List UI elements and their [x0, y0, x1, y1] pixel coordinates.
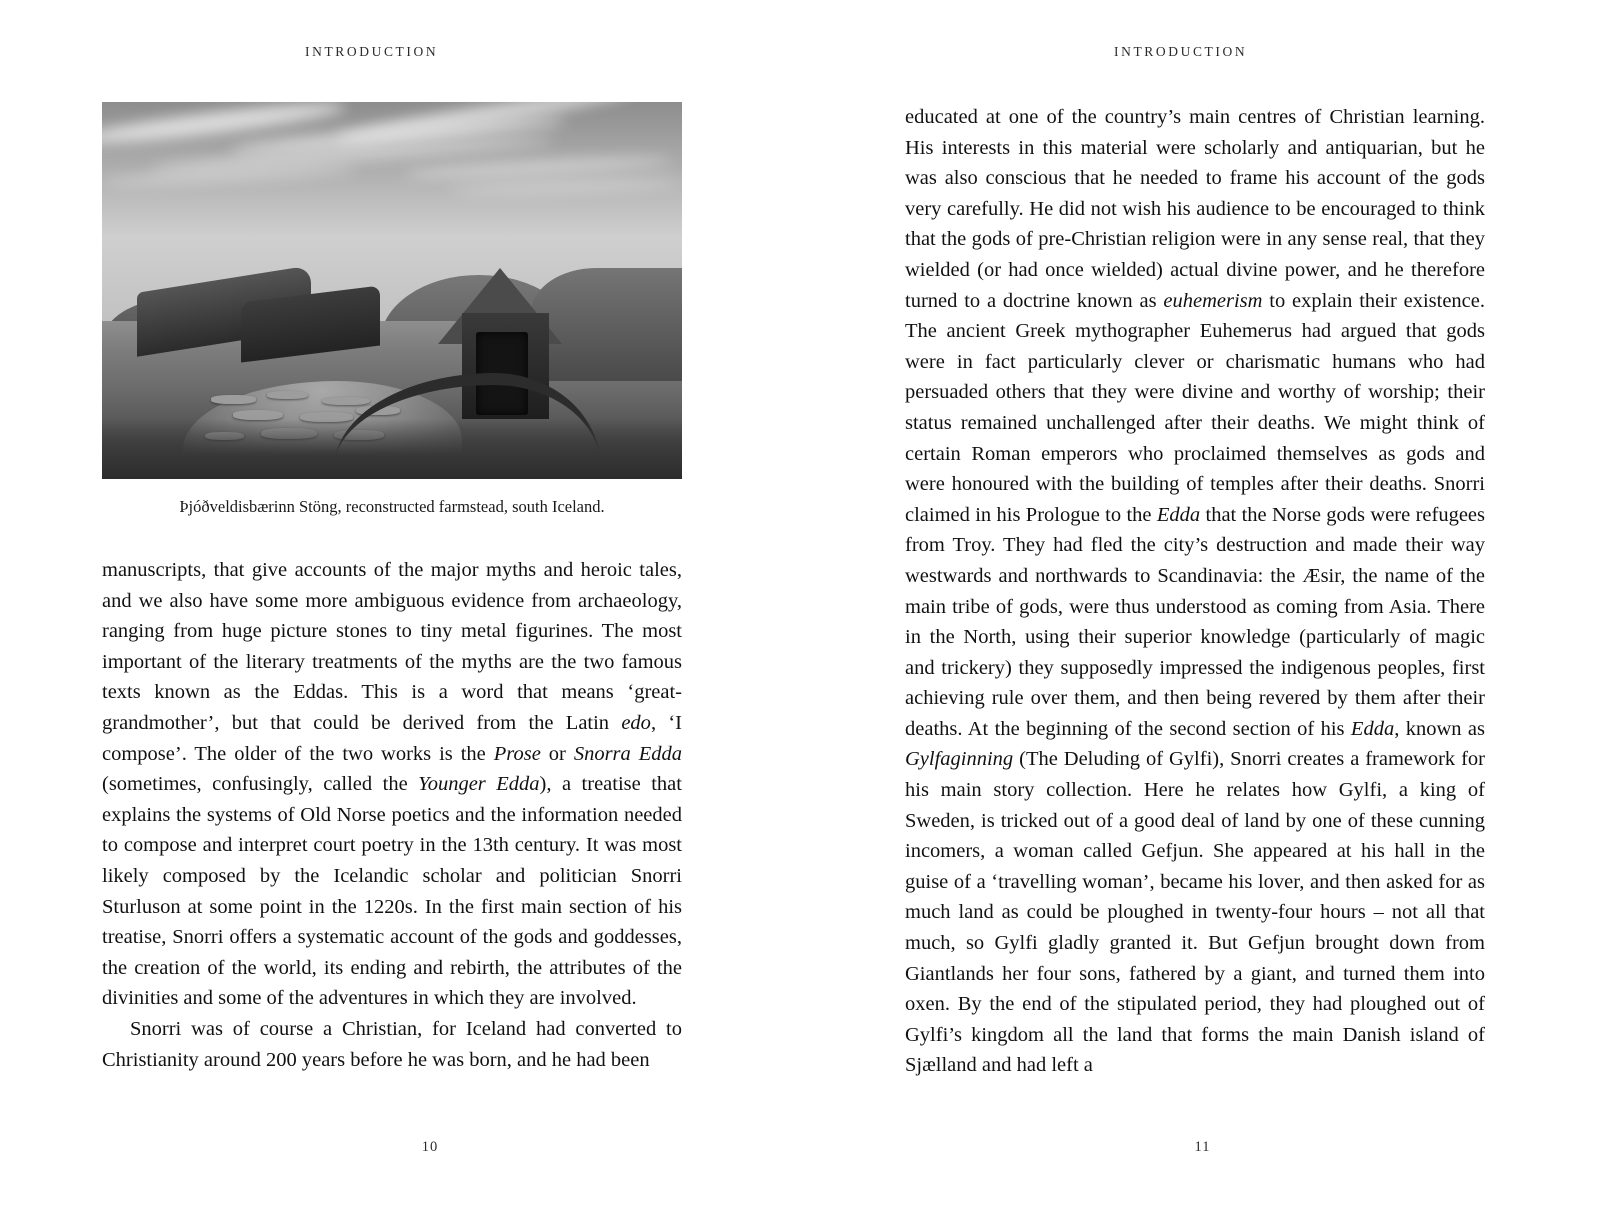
figure-caption: Þjóðveldisbærinn Stöng, reconstructed farmstead, south Iceland.	[179, 497, 605, 516]
paragraph: manuscripts, that give accounts of the major myths and heroic tales, and we also have some more ambiguous evidence from archaeology, ranging from huge picture stones to tiny metal figurines. The most important of the literary treatments of the myths are the two famous texts known as the Eddas. This is a word that means ‘great-grandmother’, but that could be derived from the Latin edo, ‘I compose’. The older of the two works is the Prose or Snorra Edda (sometimes, confusingly, called the Younger Edda), a treatise that explains the systems of Old Norse poetics and the information needed to compose and interpret court poetry in the 13th century. It was most likely composed by the Icelandic scholar and politician Snorri Sturluson at some point in the 1220s. In the first main section of his treatise, Snorri offers a systematic account of the gods and goddesses, the creation of the world, its ending and rebirth, the attributes of the divinities and some of the adventures in which they are involved.	[102, 559, 682, 1010]
running-head-right: INTRODUCTION	[1114, 44, 1248, 59]
running-head-left: INTRODUCTION	[305, 44, 439, 59]
page-number-left: 10	[421, 1139, 439, 1155]
photo-turf-farmstead	[102, 102, 682, 479]
figure-turf-farmstead	[102, 102, 682, 517]
right-body-text	[905, 102, 1485, 1081]
path-stone	[211, 395, 256, 404]
page-number-right: 11	[1194, 1139, 1211, 1155]
path-stone	[322, 397, 369, 406]
paragraph: Snorri was of course a Christian, for Iceland had converted to Christianity around 200 years before he was born, and he had been	[102, 1017, 682, 1071]
right-page	[800, 0, 1600, 1224]
paragraph: educated at one of the country’s main centres of Christian learning. His interests in this material were scholarly and antiquarian, but he was also conscious that he needed to frame his account of the gods very carefully. He did not wish his audience to be encouraged to think that the gods of pre-Christian religion were in any sense real, that they wielded (or had once wielded) actual divine power, and he therefore turned to a doctrine known as euhemerism to explain their existence. The ancient Greek mythographer Euhemerus had argued that gods were in fact particularly clever or charismatic humans who had persuaded others that they were divine and worthy of worship; their status remained unchallenged after their deaths. We might think of certain Roman emperors who proclaimed themselves as gods and were honoured with the building of temples after their deaths. Snorri claimed in his Prologue to the Edda that the Norse gods were refugees from Troy. They had fled the city’s destruction and made their way westwards and northwards to Scandinavia: the Æsir, the name of the main tribe of gods, were thus understood as coming from Asia. There in the North, using their superior knowledge (particularly of magic and trickery) they supposedly impressed the indigenous peoples, first achieving rule over them, and then being revered by them after their deaths. At the beginning of the second section of his Edda, known as Gylfaginning (The Deluding of Gylfi), Snorri creates a framework for his main story collection. Here he relates how Gylfi, a king of Sweden, is tricked out of a good deal of land by one of these cunning incomers, a woman called Gefjun. She appeared at his hall in the guise of a ‘travelling woman’, became his lover, and then asked for as much land as could be ploughed in twenty-four hours – not all that much, so Gylfi gladly granted it. But Gefjun brought down from Giantlands her four sons, fathered by a giant, and turned them into oxen. By the end of the stipulated period, they had ploughed out of Gylfi’s kingdom all the land that forms the main Danish island of Sjælland and had left a	[905, 106, 1485, 1077]
cloud-shape	[403, 154, 670, 181]
cloud-shape	[450, 177, 682, 196]
path-stone	[267, 391, 309, 399]
left-body-text	[102, 555, 682, 1075]
foreground-grass	[102, 419, 682, 479]
